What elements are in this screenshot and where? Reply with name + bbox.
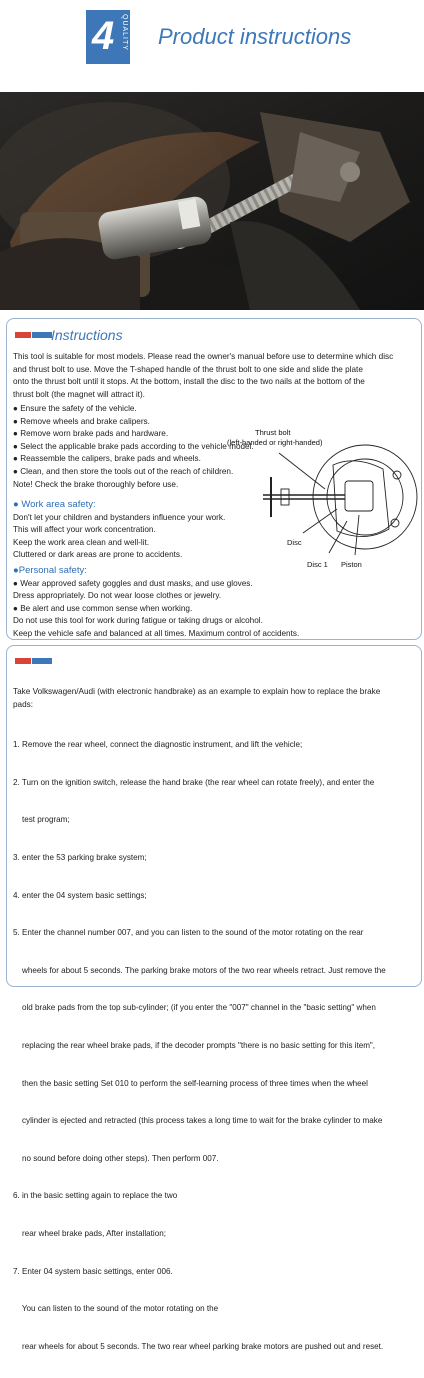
list-item: ● Remove worn brake pads and hardware. — [13, 429, 169, 439]
work-area-line: Cluttered or dark areas are prone to accidents. — [13, 550, 183, 560]
list-item: ● Clean, and then store the tools out of the reach of children. — [13, 466, 234, 476]
list-item: rear wheels for about 5 seconds. The two rear wheel parking brake motors are pushed out and reset. — [13, 1341, 384, 1351]
page-title: Product instructions — [158, 24, 352, 49]
list-item: ● Ensure the safety of the vehicle. — [13, 404, 137, 413]
product-photo — [0, 92, 424, 310]
list-item: 7. Enter 04 system basic settings, enter 006. — [13, 1266, 173, 1276]
brand-logo — [86, 10, 130, 64]
list-item: 3. enter the 53 parking brake system; — [13, 852, 147, 862]
list-item: cylinder is ejected and retracted (this process takes a long time to wait for the brake cylinder to make — [13, 1116, 383, 1126]
diagram-label-bolt-type: (left-handed or right-handed) — [227, 438, 323, 447]
list-item: ● Select the applicable brake pads according to the vehicle model. — [13, 441, 254, 451]
personal-safety-heading: ●Personal safety: — [13, 565, 87, 576]
list-item: no sound before doing other steps). Then perform 007. — [13, 1153, 219, 1163]
list-item: 1. Remove the rear wheel, connect the diagnostic instrument, and lift the vehicle; — [13, 740, 303, 750]
procedure-intro-line: Take Volkswagen/Audi (with electronic handbrake) as an example to explain how to replace the brake — [13, 687, 381, 696]
work-area-line: Don't let your children and bystanders influence your work. — [13, 512, 226, 522]
list-item: ● Remove wheels and brake calipers. — [13, 416, 150, 426]
procedure-intro-line: pads: — [13, 699, 34, 709]
page-header — [0, 0, 424, 80]
list-item: 2. Turn on the ignition switch, release the hand brake (the rear wheel can rotate freely), and enter the — [13, 777, 375, 787]
list-item: then the basic setting Set 010 to perform the self-learning process of three times when the wheel — [13, 1078, 368, 1088]
personal-safety-line: ● Wear approved safety goggles and dust masks, and use gloves. — [13, 578, 253, 588]
list-item: 4. enter the 04 system basic settings; — [13, 890, 147, 900]
work-area-line: This will affect your work concentration. — [13, 525, 156, 535]
list-item: 5. Enter the channel number 007, and you can listen to the sound of the motor rotating on the rear — [13, 928, 364, 938]
procedure-card — [6, 645, 422, 1351]
diagram-label-disc: Disc — [287, 538, 302, 547]
note-line: Note! Check the brake thoroughly before use. — [13, 479, 179, 489]
intro-paragraph — [13, 351, 417, 401]
personal-safety-line: Keep the vehicle safe and balanced at all times. Maximum control of accidents. — [13, 628, 300, 638]
logo-number: 4 — [92, 14, 115, 58]
personal-safety-section — [13, 565, 417, 641]
list-item: replacing the rear wheel brake pads, if the decoder prompts "there is no basic setting for this item", — [13, 1040, 376, 1050]
brake-tool-diagram — [225, 425, 421, 575]
work-area-line: Keep the work area clean and well-lit. — [13, 537, 150, 547]
product-photo-image — [0, 92, 424, 310]
intro-line: This tool is suitable for most models. Please read the owner's manual before use to determine which disc — [13, 352, 394, 361]
list-item: old brake pads from the top sub-cylinder; (if you enter the "007" channel in the "basic setting" when — [13, 1003, 376, 1013]
diagram-label-bolt: Thrust bolt — [255, 428, 291, 437]
procedure-steps — [13, 714, 417, 1378]
instructions-heading: Instructions — [51, 327, 123, 343]
work-area-heading: ● Work area safety: — [13, 499, 96, 510]
diagram-label-disc1: Disc 1 — [307, 560, 328, 569]
intro-line: thrust bolt (the magnet will attract it). — [13, 389, 145, 399]
list-item: rear wheel brake pads, After installation; — [13, 1228, 166, 1238]
list-item: test program; — [13, 815, 70, 825]
personal-safety-line: Dress appropriately. Do not wear loose clothes or jewelry. — [13, 591, 222, 601]
intro-line: onto the thrust bolt until it stops. At the bottom, install the disc to the two nails at the bottom of the — [13, 377, 365, 387]
list-item: You can listen to the sound of the motor rotating on the — [13, 1304, 219, 1314]
procedure-intro — [13, 686, 417, 711]
personal-safety-line: ● Be alert and use common sense when working. — [13, 603, 193, 613]
instructions-card — [6, 318, 422, 640]
logo-word: QUALITY — [121, 14, 128, 51]
diagram-label-piston: Piston — [341, 560, 362, 569]
list-item: ● Reassemble the calipers, brake pads and wheels. — [13, 454, 201, 464]
personal-safety-line: Do not use this tool for work during fatigue or taking drugs or alcohol. — [13, 616, 263, 626]
intro-line: and thrust bolt to use. Move the T-shaped handle of the thrust bolt to one side and slide the plate — [13, 364, 363, 374]
list-item: 6. in the basic setting again to replace the two — [13, 1191, 178, 1201]
list-item: wheels for about 5 seconds. The parking brake motors of the two rear wheels retract. Just remove the — [13, 965, 386, 975]
